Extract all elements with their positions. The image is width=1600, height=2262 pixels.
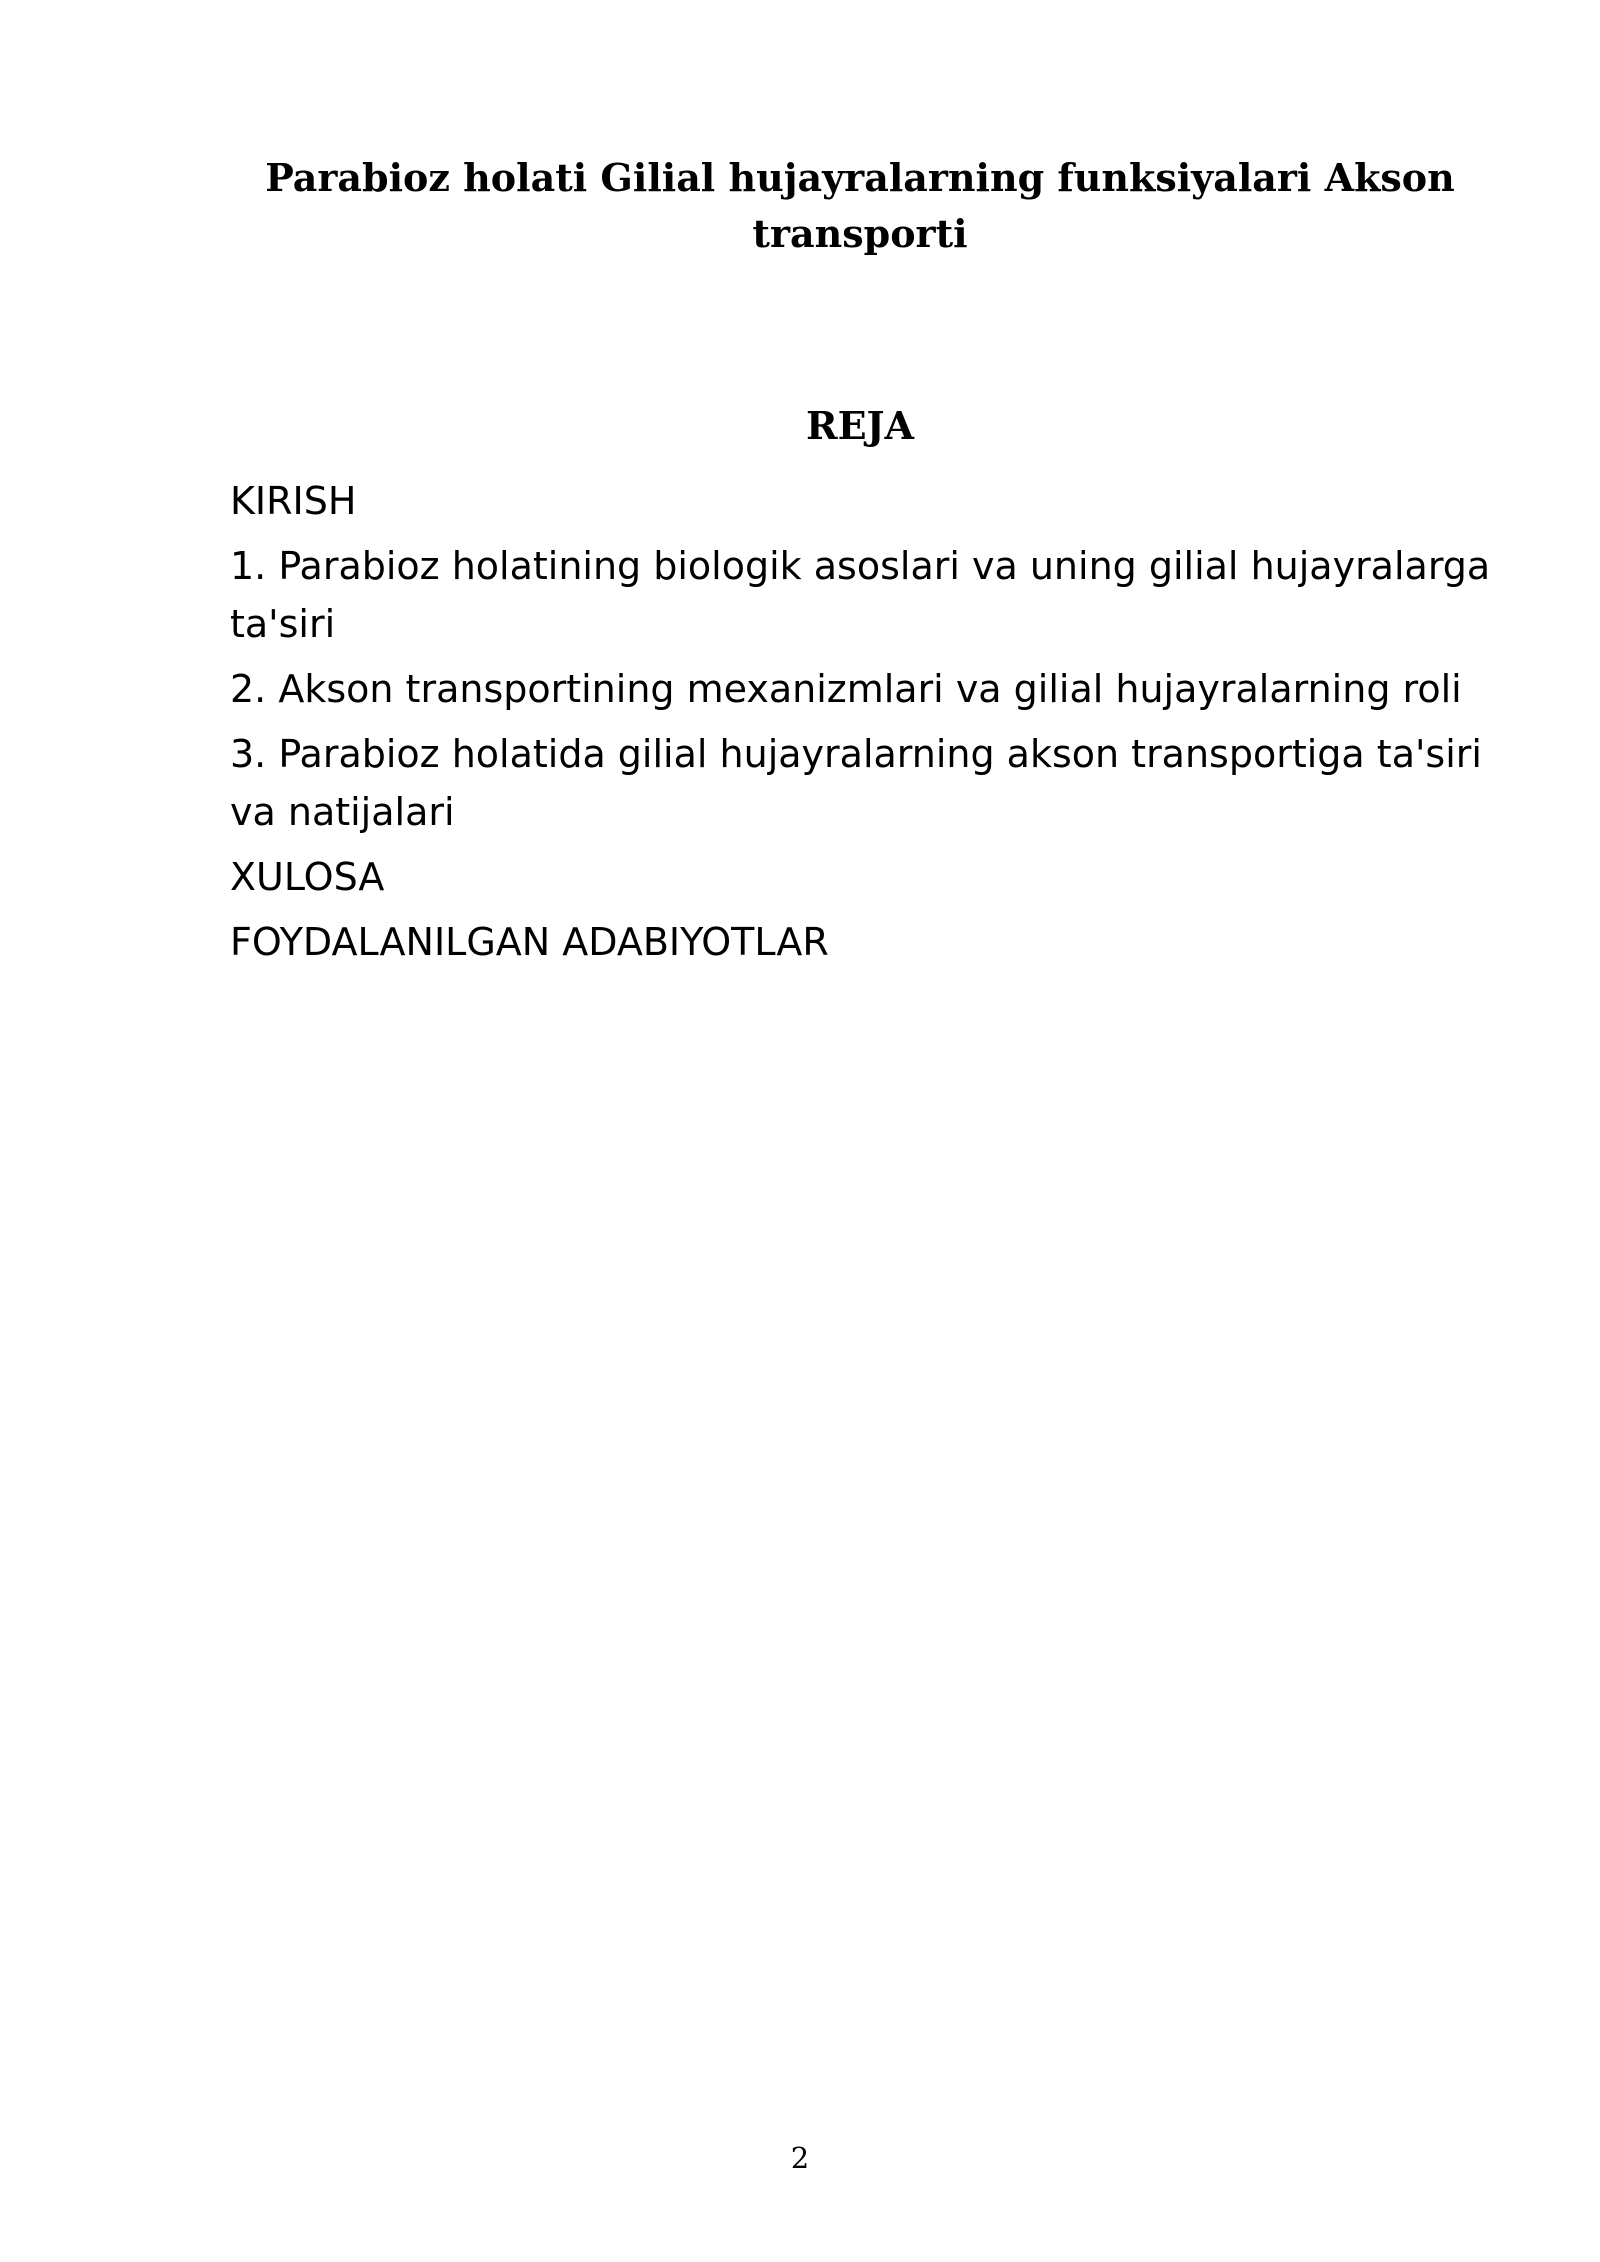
plan-item-section-3: 3. Parabioz holatida gilial hujayralarning akson transportiga ta'siri va natijalari [230, 732, 1482, 834]
plan-item-conclusion: XULOSA [230, 855, 385, 899]
plan-heading: REJA [805, 403, 914, 448]
plan-item-section-2: 2. Akson transportining mexanizmlari va gilial hujayralarning roli [230, 667, 1462, 711]
plan-item-introduction: KIRISH [230, 479, 357, 523]
page-number: 2 [790, 2141, 810, 2175]
plan-item-references: FOYDALANILGAN ADABIYOTLAR [230, 920, 829, 964]
plan-list [230, 472, 1530, 978]
document-title: Parabioz holati Gilial hujayralarning funksiyalari Akson transporti [265, 155, 1455, 256]
plan-item-section-1: 1. Parabioz holatining biologik asoslari va uning gilial hujayralarga ta'siri [230, 544, 1491, 646]
